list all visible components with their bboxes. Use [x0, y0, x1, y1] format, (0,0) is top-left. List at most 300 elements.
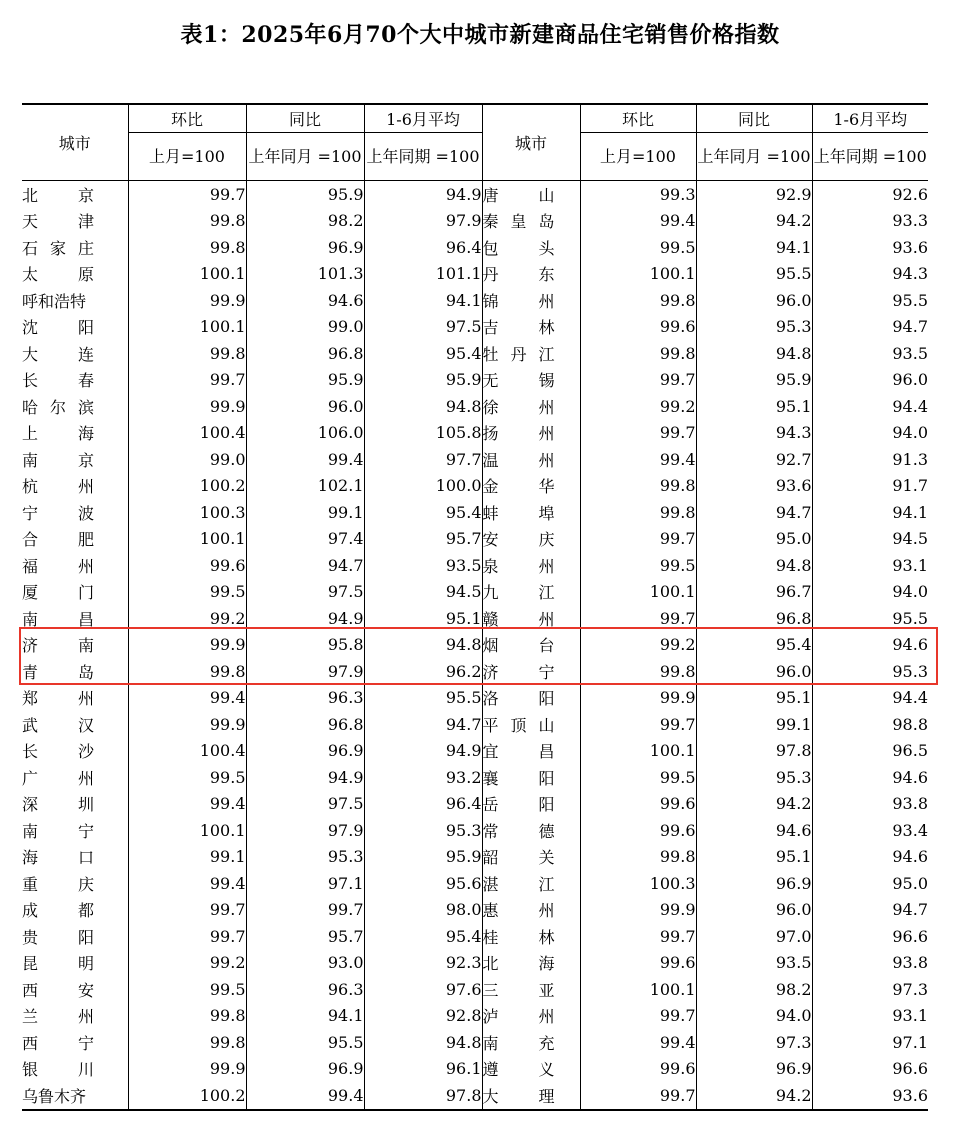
mom-value: 99.9: [128, 1056, 246, 1083]
mom-value: 99.7: [580, 526, 696, 553]
yoy-value: 99.7: [246, 897, 364, 924]
city-name: [22, 711, 128, 738]
avg-value: 94.5: [364, 579, 482, 606]
city-name-text: 九 江: [482, 583, 555, 603]
yoy-value: 96.7: [696, 579, 812, 606]
avg-value: 93.8: [812, 791, 928, 818]
mom-value: 100.3: [128, 499, 246, 526]
yoy-value: 102.1: [246, 473, 364, 500]
yoy-value: 94.3: [696, 420, 812, 447]
table-row: [22, 579, 928, 606]
city-name-text: 金 华: [482, 477, 555, 497]
yoy-value: 94.8: [696, 340, 812, 367]
avg-value: 94.1: [812, 499, 928, 526]
mom-value: 99.7: [580, 1003, 696, 1030]
city-name-text: 银 川: [22, 1060, 94, 1080]
avg-value: 93.1: [812, 1003, 928, 1030]
city-name-text: 武 汉: [22, 715, 94, 735]
city-name: [22, 208, 128, 235]
mom-value: 100.3: [580, 870, 696, 897]
mom-value: 99.4: [580, 1029, 696, 1056]
mom-value: 99.9: [128, 711, 246, 738]
avg-value: 92.6: [812, 181, 928, 208]
avg-value: 93.8: [812, 950, 928, 977]
yoy-value: 99.1: [696, 711, 812, 738]
avg-value: 95.6: [364, 870, 482, 897]
city-name-text: 海 口: [22, 848, 94, 868]
avg-value: 98.0: [364, 897, 482, 924]
mom-value: 99.0: [128, 446, 246, 473]
city-name-text: 昆 明: [22, 954, 94, 974]
avg-value: 95.1: [364, 605, 482, 632]
mom-base-right: 上月=100: [580, 133, 696, 181]
yoy-value: 94.0: [696, 1003, 812, 1030]
city-name: [482, 446, 580, 473]
mom-value: 99.5: [128, 579, 246, 606]
city-name: [482, 420, 580, 447]
yoy-value: 94.6: [246, 287, 364, 314]
city-name-text: 合 肥: [22, 530, 94, 550]
mom-value: 99.6: [580, 1056, 696, 1083]
avg-value: 95.5: [364, 685, 482, 712]
price-index-table: [22, 103, 928, 1111]
yoy-value: 95.7: [246, 923, 364, 950]
table-row: [22, 420, 928, 447]
mom-value: 99.9: [128, 632, 246, 659]
city-name: [482, 897, 580, 924]
yoy-value: 96.9: [246, 234, 364, 261]
avg-base-right: 上年同期 =100: [812, 133, 928, 181]
city-name: [22, 685, 128, 712]
city-name-text: 南 宁: [22, 821, 94, 841]
table-row: [22, 658, 928, 685]
yoy-value: 97.8: [696, 738, 812, 765]
yoy-value: 96.0: [696, 658, 812, 685]
yoy-value: 97.3: [696, 1029, 812, 1056]
city-name: [22, 1056, 128, 1083]
avg-value: 96.0: [812, 367, 928, 394]
avg-value: 97.8: [364, 1082, 482, 1110]
avg-value: 94.4: [812, 393, 928, 420]
avg-value: 93.2: [364, 764, 482, 791]
city-name-text: 蚌 埠: [482, 503, 555, 523]
mom-value: 99.5: [128, 764, 246, 791]
city-name-text: 石 家 庄: [22, 238, 94, 258]
mom-value: 99.7: [128, 181, 246, 208]
mom-value: 99.6: [580, 950, 696, 977]
city-name-text: 贵 阳: [22, 927, 94, 947]
yoy-value: 95.0: [696, 526, 812, 553]
mom-value: 99.6: [580, 791, 696, 818]
mom-value: 99.7: [580, 605, 696, 632]
avg-value: 95.5: [812, 287, 928, 314]
city-name: [482, 1029, 580, 1056]
mom-value: 100.1: [580, 579, 696, 606]
yoy-value: 94.6: [696, 817, 812, 844]
city-name: [482, 605, 580, 632]
city-name: [482, 181, 580, 208]
city-name-text: 锦 州: [482, 291, 555, 311]
table-row: [22, 791, 928, 818]
avg-value: 95.9: [364, 367, 482, 394]
city-name: [22, 446, 128, 473]
mom-value: 100.1: [580, 261, 696, 288]
yoy-value: 94.2: [696, 791, 812, 818]
avg-header-left: 1-6月平均: [364, 104, 482, 133]
city-name: [482, 314, 580, 341]
mom-value: 100.1: [580, 976, 696, 1003]
city-name-text: 呼 和 浩 特: [22, 291, 87, 311]
city-name: [22, 950, 128, 977]
city-name-text: 丹 东: [482, 265, 555, 285]
table-header: [22, 104, 928, 181]
table-row: [22, 605, 928, 632]
mom-value: 99.4: [580, 446, 696, 473]
mom-value: 100.1: [128, 261, 246, 288]
mom-value: 99.9: [128, 393, 246, 420]
avg-value: 96.4: [364, 234, 482, 261]
mom-value: 99.9: [128, 287, 246, 314]
avg-value: 92.3: [364, 950, 482, 977]
city-name-text: 三 亚: [482, 980, 555, 1000]
mom-value: 99.8: [128, 340, 246, 367]
yoy-value: 94.2: [696, 1082, 812, 1110]
avg-value: 98.8: [812, 711, 928, 738]
avg-value: 95.4: [364, 340, 482, 367]
avg-value: 94.6: [812, 764, 928, 791]
yoy-value: 99.1: [246, 499, 364, 526]
yoy-value: 96.0: [696, 287, 812, 314]
yoy-value: 96.8: [246, 711, 364, 738]
city-name: [482, 393, 580, 420]
city-name-text: 平 顶 山: [482, 715, 555, 735]
mom-value: 100.1: [128, 526, 246, 553]
city-name-text: 宜 昌: [482, 742, 555, 762]
yoy-header-right: 同比: [696, 104, 812, 133]
avg-value: 93.1: [812, 552, 928, 579]
city-name: [22, 314, 128, 341]
city-name: [482, 976, 580, 1003]
city-name-text: 太 原: [22, 265, 94, 285]
yoy-value: 97.0: [696, 923, 812, 950]
avg-value: 95.4: [364, 499, 482, 526]
table-row: [22, 950, 928, 977]
yoy-value: 95.3: [246, 844, 364, 871]
city-name-text: 北 京: [22, 185, 94, 205]
yoy-base-left: 上年同月 =100: [246, 133, 364, 181]
mom-value: 99.8: [128, 1029, 246, 1056]
yoy-value: 95.3: [696, 314, 812, 341]
city-name: [22, 870, 128, 897]
mom-value: 99.6: [580, 817, 696, 844]
city-name: [482, 764, 580, 791]
city-name: [22, 605, 128, 632]
table-row: [22, 287, 928, 314]
yoy-value: 97.4: [246, 526, 364, 553]
city-name-text: 宁 波: [22, 503, 94, 523]
yoy-value: 92.7: [696, 446, 812, 473]
city-name-text: 南 京: [22, 450, 94, 470]
city-name-text: 成 都: [22, 901, 94, 921]
mom-value: 99.2: [580, 632, 696, 659]
city-name-text: 西 安: [22, 980, 94, 1000]
yoy-value: 95.5: [246, 1029, 364, 1056]
mom-value: 100.4: [128, 738, 246, 765]
mom-value: 99.7: [128, 367, 246, 394]
city-name-text: 泸 州: [482, 1007, 555, 1027]
city-name-text: 泉 州: [482, 556, 555, 576]
city-name: [482, 632, 580, 659]
yoy-value: 96.8: [246, 340, 364, 367]
city-name-text: 济 宁: [482, 662, 555, 682]
city-name: [22, 579, 128, 606]
city-name-text: 青 岛: [22, 662, 94, 682]
avg-value: 93.3: [812, 208, 928, 235]
city-name: [482, 287, 580, 314]
city-name: [482, 658, 580, 685]
city-name-text: 洛 阳: [482, 689, 555, 709]
avg-value: 96.6: [812, 1056, 928, 1083]
city-name-text: 温 州: [482, 450, 555, 470]
table-row: [22, 976, 928, 1003]
table-row: [22, 526, 928, 553]
avg-value: 94.7: [812, 897, 928, 924]
avg-value: 94.4: [812, 685, 928, 712]
avg-value: 93.5: [812, 340, 928, 367]
avg-value: 94.7: [812, 314, 928, 341]
city-name: [22, 1029, 128, 1056]
table-row: [22, 393, 928, 420]
city-name-text: 岳 阳: [482, 795, 555, 815]
mom-value: 99.8: [128, 208, 246, 235]
avg-base-left: 上年同期 =100: [364, 133, 482, 181]
avg-value: 97.1: [812, 1029, 928, 1056]
mom-value: 99.5: [128, 976, 246, 1003]
avg-value: 96.5: [812, 738, 928, 765]
mom-value: 99.7: [128, 897, 246, 924]
city-name: [22, 791, 128, 818]
avg-value: 94.3: [812, 261, 928, 288]
city-name-text: 上 海: [22, 424, 94, 444]
yoy-value: 97.9: [246, 658, 364, 685]
avg-value: 96.6: [812, 923, 928, 950]
avg-value: 94.9: [364, 181, 482, 208]
table-row: [22, 1029, 928, 1056]
yoy-value: 94.7: [246, 552, 364, 579]
city-name-text: 秦 皇 岛: [482, 212, 555, 232]
city-name-text: 唐 山: [482, 185, 555, 205]
table-row: [22, 817, 928, 844]
city-name-text: 广 州: [22, 768, 94, 788]
mom-header-right: 环比: [580, 104, 696, 133]
avg-value: 95.9: [364, 844, 482, 871]
avg-value: 93.6: [812, 234, 928, 261]
yoy-value: 98.2: [246, 208, 364, 235]
city-name-text: 徐 州: [482, 397, 555, 417]
city-header-left: 城市: [22, 104, 128, 181]
avg-value: 93.4: [812, 817, 928, 844]
avg-header-right: 1-6月平均: [812, 104, 928, 133]
table-row: [22, 923, 928, 950]
mom-value: 99.7: [128, 923, 246, 950]
yoy-value: 95.1: [696, 685, 812, 712]
avg-value: 95.3: [364, 817, 482, 844]
avg-value: 97.6: [364, 976, 482, 1003]
yoy-value: 96.9: [696, 870, 812, 897]
table-row: [22, 1056, 928, 1083]
city-name: [22, 552, 128, 579]
mom-value: 99.6: [580, 314, 696, 341]
avg-value: 97.3: [812, 976, 928, 1003]
table-row: [22, 499, 928, 526]
city-name-text: 西 宁: [22, 1033, 94, 1053]
yoy-value: 95.1: [696, 844, 812, 871]
yoy-base-right: 上年同月 =100: [696, 133, 812, 181]
table-row: [22, 632, 928, 659]
mom-value: 99.9: [580, 685, 696, 712]
table-title: 表1：2025年6月70个大中城市新建商品住宅销售价格指数: [180, 22, 780, 48]
city-name-text: 湛 江: [482, 874, 555, 894]
yoy-value: 96.3: [246, 685, 364, 712]
city-name-text: 兰 州: [22, 1007, 94, 1027]
city-name: [22, 923, 128, 950]
city-name: [22, 1003, 128, 1030]
mom-value: 99.4: [128, 685, 246, 712]
yoy-value: 99.4: [246, 446, 364, 473]
city-name-text: 北 海: [482, 954, 555, 974]
city-name: [482, 1003, 580, 1030]
avg-value: 101.1: [364, 261, 482, 288]
mom-value: 99.4: [580, 208, 696, 235]
table-row: [22, 764, 928, 791]
table-row: [22, 1082, 928, 1110]
yoy-header-left: 同比: [246, 104, 364, 133]
avg-value: 93.6: [812, 1082, 928, 1110]
city-name-text: 烟 台: [482, 636, 555, 656]
mom-value: 99.2: [580, 393, 696, 420]
city-name: [22, 658, 128, 685]
table-body: [22, 181, 928, 1110]
city-name-text: 包 头: [482, 238, 555, 258]
city-name: [22, 340, 128, 367]
mom-header-left: 环比: [128, 104, 246, 133]
city-name: [22, 181, 128, 208]
mom-value: 99.8: [128, 658, 246, 685]
city-name-text: 乌 鲁 木 齐: [22, 1086, 87, 1106]
avg-value: 92.8: [364, 1003, 482, 1030]
city-name: [22, 393, 128, 420]
city-name: [482, 711, 580, 738]
city-name-text: 长 沙: [22, 742, 94, 762]
yoy-value: 95.3: [696, 764, 812, 791]
mom-value: 99.7: [580, 711, 696, 738]
yoy-value: 95.5: [696, 261, 812, 288]
yoy-value: 93.6: [696, 473, 812, 500]
yoy-value: 98.2: [696, 976, 812, 1003]
city-name: [482, 367, 580, 394]
yoy-value: 94.1: [696, 234, 812, 261]
city-name-text: 南 充: [482, 1033, 555, 1053]
city-name: [482, 340, 580, 367]
mom-value: 100.1: [128, 314, 246, 341]
city-name-text: 沈 阳: [22, 318, 94, 338]
table-row: [22, 870, 928, 897]
city-name: [22, 287, 128, 314]
city-name: [22, 844, 128, 871]
yoy-value: 94.9: [246, 764, 364, 791]
avg-value: 94.8: [364, 632, 482, 659]
mom-value: 99.5: [580, 764, 696, 791]
city-name: [22, 764, 128, 791]
mom-value: 99.8: [580, 658, 696, 685]
yoy-value: 94.8: [696, 552, 812, 579]
mom-value: 100.1: [580, 738, 696, 765]
city-name: [22, 420, 128, 447]
city-name: [482, 738, 580, 765]
city-name: [22, 897, 128, 924]
yoy-value: 99.0: [246, 314, 364, 341]
city-name: [22, 473, 128, 500]
yoy-value: 96.9: [246, 738, 364, 765]
table-row: [22, 181, 928, 208]
city-name: [482, 685, 580, 712]
yoy-value: 94.9: [246, 605, 364, 632]
city-name: [482, 526, 580, 553]
city-name: [22, 976, 128, 1003]
mom-value: 99.8: [580, 844, 696, 871]
city-name: [482, 817, 580, 844]
table-row: [22, 685, 928, 712]
mom-value: 99.8: [580, 340, 696, 367]
mom-value: 99.8: [580, 499, 696, 526]
city-name: [482, 791, 580, 818]
city-name-text: 哈 尔 滨: [22, 397, 94, 417]
city-name-text: 赣 州: [482, 609, 555, 629]
avg-value: 95.0: [812, 870, 928, 897]
city-name: [482, 950, 580, 977]
city-name: [482, 499, 580, 526]
city-name: [482, 234, 580, 261]
avg-value: 94.6: [812, 844, 928, 871]
avg-value: 97.5: [364, 314, 482, 341]
city-name-text: 无 锡: [482, 371, 555, 391]
avg-value: 96.4: [364, 791, 482, 818]
table-row: [22, 208, 928, 235]
city-name: [22, 367, 128, 394]
city-name-text: 大 理: [482, 1086, 555, 1106]
avg-value: 96.2: [364, 658, 482, 685]
avg-value: 96.1: [364, 1056, 482, 1083]
city-name-text: 天 津: [22, 212, 94, 232]
mom-value: 99.3: [580, 181, 696, 208]
mom-value: 99.8: [580, 287, 696, 314]
yoy-value: 95.9: [246, 367, 364, 394]
city-name: [22, 738, 128, 765]
table-row: [22, 1003, 928, 1030]
table-row: [22, 314, 928, 341]
avg-value: 94.7: [364, 711, 482, 738]
city-name: [482, 473, 580, 500]
yoy-value: 95.9: [696, 367, 812, 394]
yoy-value: 94.2: [696, 208, 812, 235]
mom-value: 99.5: [580, 234, 696, 261]
mom-value: 99.7: [580, 420, 696, 447]
yoy-value: 97.5: [246, 579, 364, 606]
city-name-text: 韶 关: [482, 848, 555, 868]
table-row: [22, 446, 928, 473]
yoy-value: 96.0: [246, 393, 364, 420]
city-name: [482, 844, 580, 871]
